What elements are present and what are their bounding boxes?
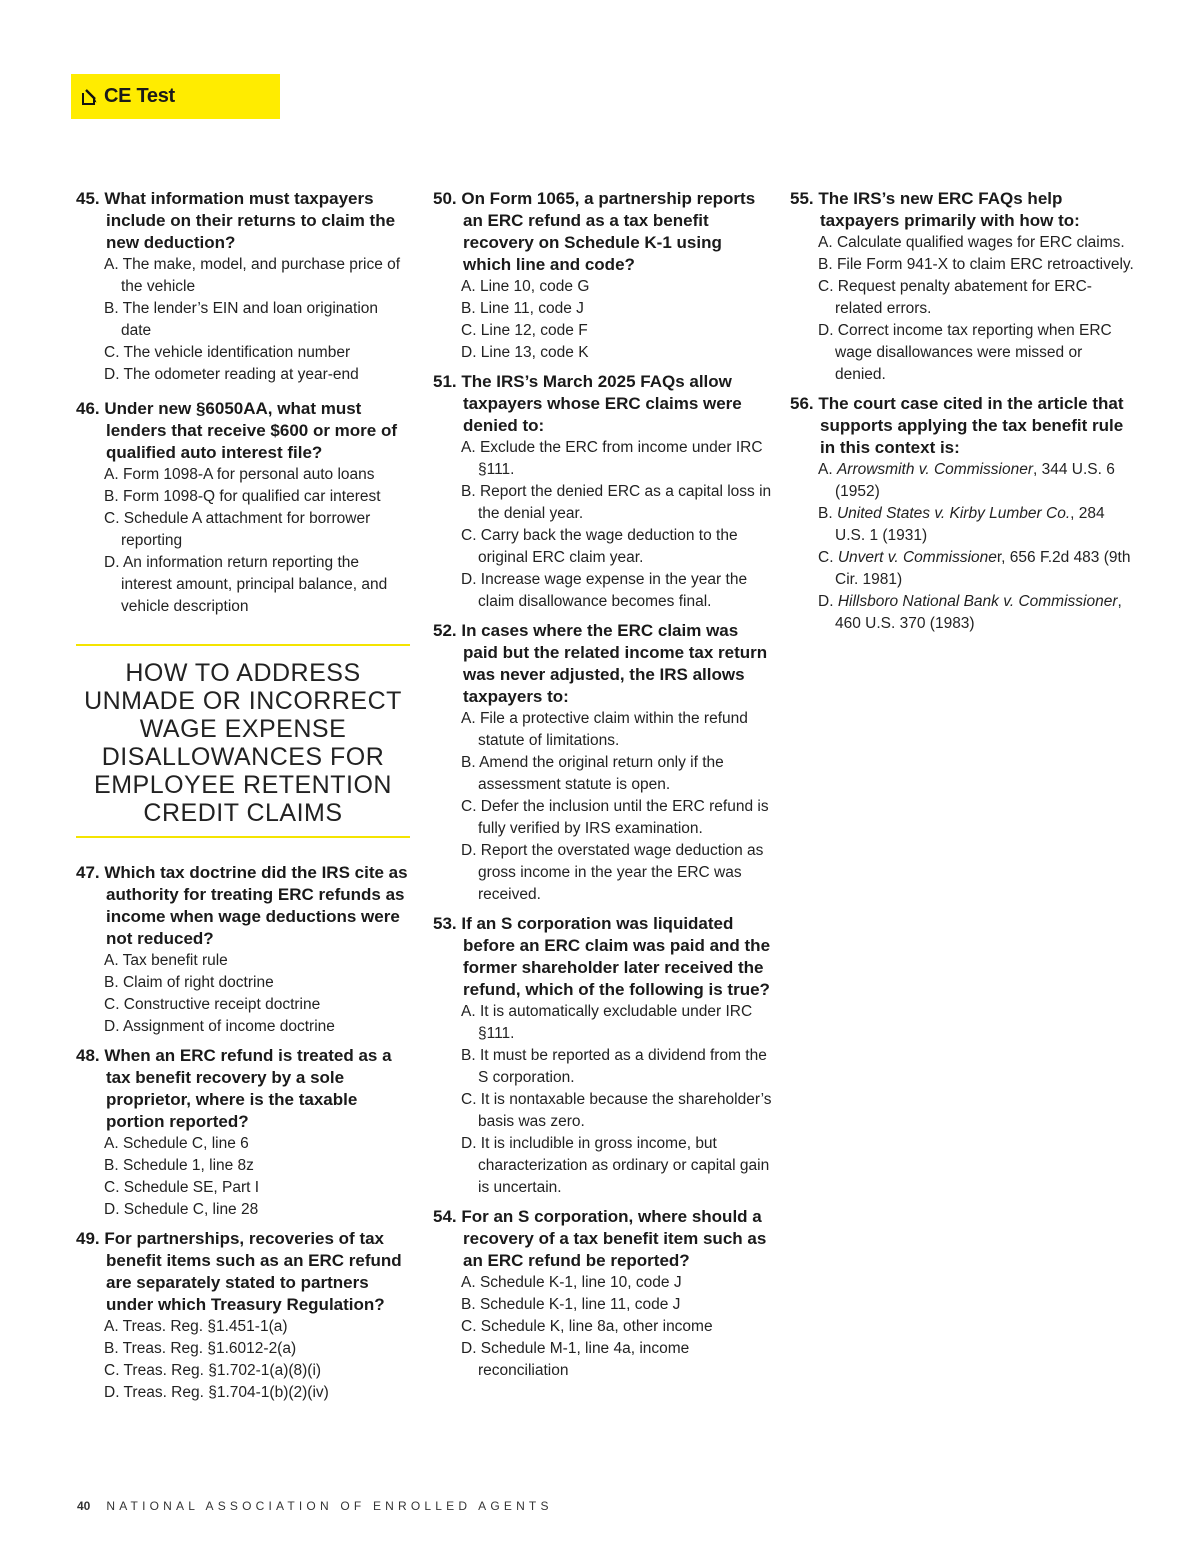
option-a: A. Schedule C, line 6 xyxy=(104,1135,249,1152)
question-text: 51. The IRS’s March 2025 FAQs allow taxpayers whose ERC claims were denied to: xyxy=(433,372,742,435)
organization-name: NATIONAL ASSOCIATION OF ENROLLED AGENTS xyxy=(106,1499,553,1513)
case-citation: , 344 U.S. 6 (1952) xyxy=(835,461,1115,500)
case-name: Unvert v. Commissione xyxy=(837,549,997,566)
option-a: A. Tax benefit rule xyxy=(104,952,228,969)
question-text: 49. For partnerships, recoveries of tax benefit items such as an ERC refund are separately stated to partners under which Treasury Regulation? xyxy=(76,1229,402,1314)
question-55 xyxy=(790,188,1135,386)
question-56 xyxy=(790,393,1135,635)
option-prefix: A. xyxy=(818,461,837,478)
option-d: D. Treas. Reg. §1.704-1(b)(2)(iv) xyxy=(104,1384,329,1401)
option-a: A. File a protective claim within the refund statute of limitations. xyxy=(461,710,748,749)
question-text: 48. When an ERC refund is treated as a tax benefit recovery by a sole proprietor, where is the taxable portion reported? xyxy=(76,1046,392,1131)
question-45 xyxy=(76,188,410,386)
question-51 xyxy=(433,371,773,613)
option-b: B. Report the denied ERC as a capital loss in the denial year. xyxy=(461,483,772,522)
option-prefix: B. xyxy=(818,505,837,522)
option-b: B. The lender’s EIN and loan origination date xyxy=(104,300,379,339)
question-53 xyxy=(433,913,773,1199)
option-b: B. Form 1098-Q for qualified car interest xyxy=(104,488,381,505)
column-right xyxy=(790,188,1135,642)
case-citation: , 460 U.S. 370 (1983) xyxy=(835,593,1122,632)
option-b: B. Amend the original return only if the assessment statute is open. xyxy=(461,754,724,793)
option-c: C. It is nontaxable because the shareholder’s basis was zero. xyxy=(461,1091,772,1130)
case-name: Hillsboro National Bank v. Commissioner xyxy=(837,593,1118,610)
question-46 xyxy=(76,398,410,618)
option-d: D. Schedule C, line 28 xyxy=(104,1201,259,1218)
option-a: A. Treas. Reg. §1.451-1(a) xyxy=(104,1318,288,1335)
question-text: 47. Which tax doctrine did the IRS cite as authority for treating ERC refunds as income when wage deductions were not reduced? xyxy=(76,863,408,948)
option-c: C. Treas. Reg. §1.702-1(a)(8)(i) xyxy=(104,1362,322,1379)
question-text: 52. In cases where the ERC claim was paid but the related income tax return was never adjusted, the IRS allows taxpayers to: xyxy=(433,621,768,706)
option-b xyxy=(790,503,1135,547)
question-48 xyxy=(76,1045,410,1221)
option-c: C. The vehicle identification number xyxy=(104,344,351,361)
question-49 xyxy=(76,1228,410,1404)
option-prefix: D. xyxy=(818,593,838,610)
question-text: 46. Under new §6050AA, what must lenders that receive $600 or more of qualified auto interest file? xyxy=(76,399,398,462)
case-name: Arrowsmith v. Commissioner xyxy=(836,461,1034,478)
question-54 xyxy=(433,1206,773,1382)
question-50 xyxy=(433,188,773,364)
question-text: 53. If an S corporation was liquidated before an ERC claim was paid and the former shareholder later received the refund, which of the following is true? xyxy=(433,914,771,999)
option-a: A. It is automatically excludable under IRC §111. xyxy=(461,1003,753,1042)
option-d: D. Report the overstated wage deduction as gross income in the year the ERC was received. xyxy=(461,842,764,903)
page-footer xyxy=(77,1499,553,1513)
question-text: 55. The IRS’s new ERC FAQs help taxpayers primarily with how to: xyxy=(790,189,1080,230)
option-d: D. It is includible in gross income, but characterization as ordinary or capital gain is uncertain. xyxy=(461,1135,770,1196)
question-text: 45. What information must taxpayers include on their returns to claim the new deduction? xyxy=(76,189,396,252)
option-a: A. Calculate qualified wages for ERC claims. xyxy=(818,234,1125,251)
question-47 xyxy=(76,862,410,1038)
option-d: D. Assignment of income doctrine xyxy=(104,1018,335,1035)
option-b: B. Schedule K-1, line 11, code J xyxy=(461,1296,681,1313)
option-a: A. Line 10, code G xyxy=(461,278,590,295)
ce-test-label: CE Test xyxy=(104,85,175,107)
section-heading-text: HOW TO ADDRESS UNMADE OR INCORRECT WAGE EXPENSE DISALLOWANCES FOR EMPLOYEE RETENTION CREDIT CLAIMS xyxy=(84,659,402,827)
option-b: B. Claim of right doctrine xyxy=(104,974,274,991)
option-b: B. Schedule 1, line 8z xyxy=(104,1157,254,1174)
option-a xyxy=(790,459,1135,503)
option-d xyxy=(790,591,1135,635)
section-heading xyxy=(76,644,410,838)
option-a: A. Form 1098-A for personal auto loans xyxy=(104,466,375,483)
case-citation: r, 656 F.2d 483 (9th Cir. 1981) xyxy=(835,549,1131,588)
option-d: D. Line 13, code K xyxy=(461,344,589,361)
option-c: C. Line 12, code F xyxy=(461,322,588,339)
question-text: 54. For an S corporation, where should a recovery of a tax benefit item such as an ERC refund be reported? xyxy=(433,1207,767,1270)
option-prefix: C. xyxy=(818,549,838,566)
option-b: B. File Form 941-X to claim ERC retroactively. xyxy=(818,256,1134,273)
option-b: B. Line 11, code J xyxy=(461,300,584,317)
option-d: D. Correct income tax reporting when ERC wage disallowances were missed or denied. xyxy=(818,322,1112,383)
question-text: 56. The court case cited in the article that supports applying the tax benefit rule in this context is: xyxy=(790,394,1124,457)
option-c: C. Schedule A attachment for borrower reporting xyxy=(104,510,371,549)
option-d: D. Schedule M-1, line 4a, income reconciliation xyxy=(461,1340,690,1379)
option-b: B. It must be reported as a dividend from the S corporation. xyxy=(461,1047,767,1086)
option-c: C. Constructive receipt doctrine xyxy=(104,996,321,1013)
column-middle xyxy=(433,188,773,1389)
option-b: B. Treas. Reg. §1.6012-2(a) xyxy=(104,1340,297,1357)
option-c: C. Defer the inclusion until the ERC refund is fully verified by IRS examination. xyxy=(461,798,769,837)
column-left xyxy=(76,188,410,1411)
option-a: A. Schedule K-1, line 10, code J xyxy=(461,1274,682,1291)
question-52 xyxy=(433,620,773,906)
option-c: C. Schedule K, line 8a, other income xyxy=(461,1318,713,1335)
question-text: 50. On Form 1065, a partnership reports an ERC refund as a tax benefit recovery on Schedule K-1 using which line and code? xyxy=(433,189,756,274)
option-d: D. Increase wage expense in the year the claim disallowance becomes final. xyxy=(461,571,748,610)
case-name: United States v. Kirby Lumber Co. xyxy=(836,505,1071,522)
page-number: 40 xyxy=(77,1499,91,1513)
option-c: C. Carry back the wage deduction to the original ERC claim year. xyxy=(461,527,738,566)
option-c: C. Request penalty abatement for ERC-related errors. xyxy=(818,278,1092,317)
option-c: C. Schedule SE, Part I xyxy=(104,1179,260,1196)
option-d: D. The odometer reading at year-end xyxy=(104,366,359,383)
option-c xyxy=(790,547,1135,591)
option-d: D. An information return reporting the interest amount, principal balance, and vehicle description xyxy=(104,554,388,615)
option-a: A. Exclude the ERC from income under IRC §111. xyxy=(461,439,763,478)
pencil-square-icon xyxy=(80,87,100,107)
option-a: A. The make, model, and purchase price of the vehicle xyxy=(104,256,401,295)
case-citation: , 284 U.S. 1 (1931) xyxy=(835,505,1105,544)
ce-test-tag xyxy=(71,74,280,119)
